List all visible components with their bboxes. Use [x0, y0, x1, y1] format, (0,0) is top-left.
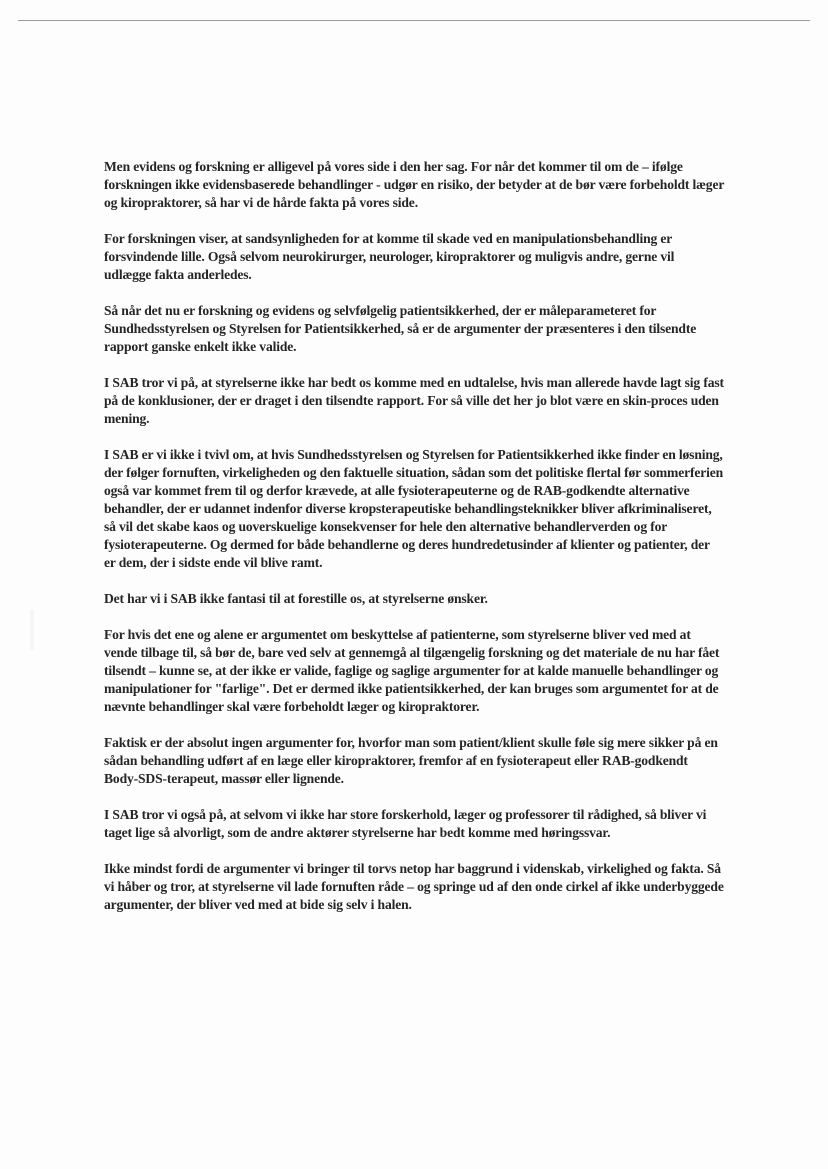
paragraph-4: I SAB tror vi på, at styrelserne ikke har bedt os komme med en udtalelse, hvis man allerede havde lagt sig fast på de konklusioner, der er draget i den tilsendte rapport. For så ville det her jo blot være en skin-proces uden mening. — [104, 375, 724, 426]
paragraph-10: Ikke mindst fordi de argumenter vi bringer til torvs netop har baggrund i videnskab, virkelighed og fakta. Så vi håber og tror, at styrelserne vil lade fornuften råde – og springe ud af den onde cirkel af ikke underbyggede argumenter, der bliver ved med at bide sig selv i halen. — [104, 861, 724, 912]
paragraph-8: Faktisk er der absolut ingen argumenter for, hvorfor man som patient/klient skulle føle sig mere sikker på en sådan behandling udført af en læge eller kiropraktorer, fremfor af en fysioterapeut eller RAB-godkendt Body-SDS-terapeut, massør eller lignende. — [104, 735, 718, 786]
paragraph-3: Så når det nu er forskning og evidens og selvfølgelig patientsikkerhed, der er måleparameteret for Sundhedsstyrelsen og Styrelsen for Patientsikkerhed, så er de argumenter der præsenteres i den tilsendte rapport ganske enkelt ikke valide. — [104, 303, 697, 354]
scan-artifact — [30, 610, 34, 650]
paragraph-2: For forskningen viser, at sandsynligheden for at komme til skade ved en manipulationsbehandling er forsvindende lille. Også selvom neurokirurger, neurologer, kiropraktorer og muligvis andre, gerne vil udlægge fakta anderledes. — [104, 231, 675, 282]
document-body — [104, 158, 724, 932]
paragraph-1: Men evidens og forskning er alligevel på vores side i den her sag. For når det kommer til om de – ifølge forskningen ikke evidensbaserede behandlinger - udgør en risiko, der betyder at de bør være forbeholdt læger og kiropraktorer, så har vi de hårde fakta på vores side. — [104, 159, 724, 210]
paragraph-5: I SAB er vi ikke i tvivl om, at hvis Sundhedsstyrelsen og Styrelsen for Patientsikkerhed ikke finder en løsning, der følger fornuften, virkeligheden og den faktuelle situation, sådan som det politiske flertal før sommerferien også var kommet frem til og derfor krævede, at alle fysioterapeuterne og de RAB-godkendte alternative behandler, der er udannet indenfor diverse kropsterapeutiske behandlingsteknikker bliver afkriminaliseret, så vil det skabe kaos og uoverskuelige konsekvenser for hele den alternative behandlerverden og for fysioterapeuterne. Og dermed for både behandlerne og deres hundredetusinder af klienter og patienter, der er dem, der i sidste ende vil blive ramt. — [104, 447, 724, 570]
paragraph-7: For hvis det ene og alene er argumentet om beskyttelse af patienterne, som styrelserne bliver ved med at vende tilbage til, så bør de, bare ved selv at gennemgå al tilgængelig forskning og det materiale de nu har fået tilsendt – kunne se, at der ikke er valide, faglige og saglige argumenter for at kalde manuelle behandlinger og manipulationer for "farlige". Det er dermed ikke patientsikkerhed, der kan bruges som argumentet for at de nævnte behandlinger skal være forbeholdt læger og kiropraktorer. — [104, 627, 720, 714]
paragraph-6: Det har vi i SAB ikke fantasi til at forestille os, at styrelserne ønsker. — [104, 591, 488, 606]
paragraph-9: I SAB tror vi også på, at selvom vi ikke har store forskerhold, læger og professorer til rådighed, så bliver vi taget lige så alvorligt, som de andre aktører styrelserne har bedt komme med høringssvar. — [104, 807, 707, 840]
header-rule — [18, 20, 810, 21]
